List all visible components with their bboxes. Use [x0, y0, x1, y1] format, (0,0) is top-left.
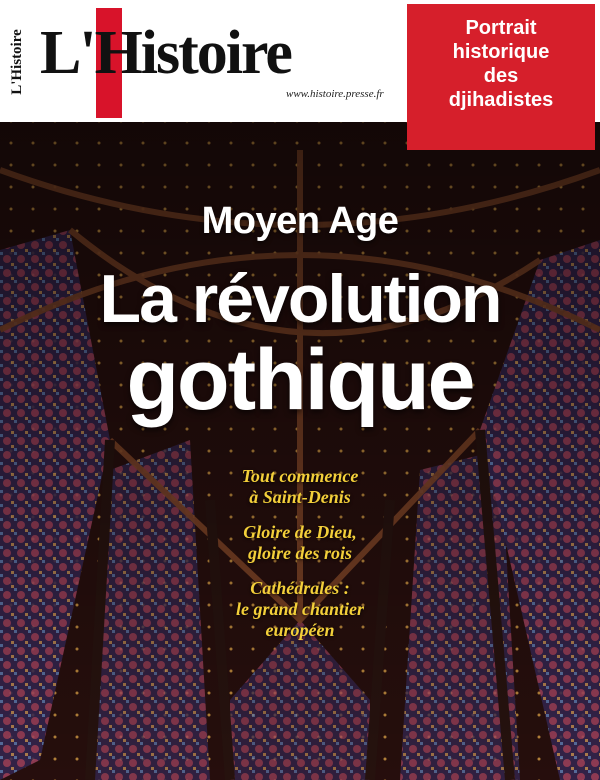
magazine-logo: L'Histoire: [40, 19, 291, 87]
website-url: www.histoire.presse.fr: [286, 88, 384, 100]
spine-label: [6, 6, 28, 118]
teaser-line: Gloire de Dieu,: [243, 522, 357, 542]
cover-badge: [407, 4, 595, 150]
badge-line: historique: [452, 41, 550, 63]
headline-title-line1: La révolution: [99, 261, 501, 337]
spine-text: L'Histoire: [9, 29, 25, 95]
badge-line: des: [483, 65, 519, 87]
teaser-item: [170, 466, 430, 508]
headline-title-line2: gothique: [126, 332, 474, 428]
teaser-item: [170, 578, 430, 641]
teaser-line: Tout commence: [241, 466, 359, 486]
teaser-line: le grand chantier: [235, 599, 364, 619]
teaser-item: [170, 522, 430, 564]
badge-line: djihadistes: [448, 89, 554, 111]
badge-line: Portrait: [465, 17, 537, 39]
teaser-line: Cathédrales :: [250, 578, 350, 598]
teaser-list: [170, 466, 430, 655]
teaser-line: européen: [265, 620, 335, 640]
teaser-line: à Saint-Denis: [249, 487, 351, 507]
headline-kicker: Moyen Age: [201, 200, 399, 242]
teaser-line: gloire des rois: [247, 543, 352, 563]
